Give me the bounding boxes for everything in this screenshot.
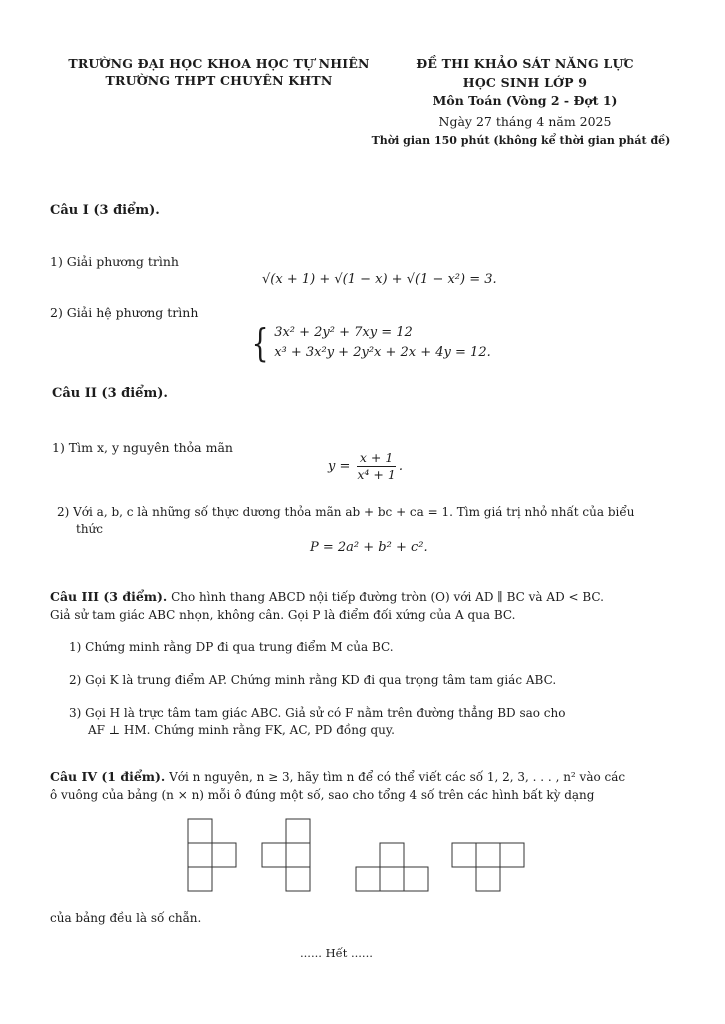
cau2-part2-text: 2) Với a, b, c là những số thực dương thỏa mãn ab + bc + ca = 1. Tìm giá trị nhỏ nhất của biểu [57,505,635,519]
cau1-title: Câu I (3 điểm). [50,203,160,218]
t-shape-vertical-left [262,819,310,891]
fraction-numerator: x + 1 [357,451,396,467]
cau1-part2-label: 2) Giải hệ phương trình [50,305,199,320]
cau2-part2-equation: P = 2a² + b² + c². [310,540,428,555]
cau2-part1-label: 1) Tìm x, y nguyên thỏa mãn [52,440,233,455]
cau2-part1-equation [328,451,403,482]
cau1-system [248,323,491,363]
cau3-title: Câu III (3 điểm). [50,589,168,604]
cau3-intro-text: Cho hình thang ABCD nội tiếp đường tròn (O) với AD ∥ BC và AD < BC. [171,590,604,604]
cau4-line3: của bảng đều là số chẵn. [50,911,202,925]
fraction-denominator: x⁴ + 1 [357,467,396,482]
exam-date: Ngày 27 tháng 4 năm 2025 [438,114,612,129]
equation-end: . [398,459,403,474]
exam-time: Thời gian 150 phút (không kể thời gian phát đề) [371,134,671,147]
brace-symbol: { [251,321,269,365]
cau4-text: Với n nguyên, n ≥ 3, hãy tìm n để có thể viết các số 1, 2, 3, . . . , n² vào các [169,770,626,784]
fraction [354,451,398,482]
exam-grade: HỌC SINH LỚP 9 [462,75,588,90]
exam-subject: Môn Toán (Vòng 2 - Đợt 1) [432,93,618,108]
cau4-title: Câu IV (1 điểm). [50,769,166,784]
t-shape-up [356,843,428,891]
cau3-intro-line2: Giả sử tam giác ABC nhọn, không cân. Gọi P là điểm đối xứng của A qua BC. [50,608,516,622]
exam-title: ĐỀ THI KHẢO SÁT NĂNG LỰC [416,56,634,71]
cau2-part2-text-cont: thức [76,522,103,536]
cau3-question3-cont: AF ⊥ HM. Chứng minh rằng FK, AC, PD đồng quy. [88,723,395,737]
cau2-title: Câu II (3 điểm). [52,386,168,401]
cau3-question3: 3) Gọi H là trực tâm tam giác ABC. Giả sử có F nằm trên đường thẳng BD sao cho [69,706,566,720]
cau3-intro-line1 [50,589,604,604]
end-marker: ...... Hết ...... [300,946,373,960]
cau1-part1-equation: √(x + 1) + √(1 − x) + √(1 − x²) = 3. [262,272,497,287]
system-equation-1: 3x² + 2y² + 7xy = 12 [274,325,413,340]
cau3-question2: 2) Gọi K là trung điểm AP. Chứng minh rằng KD đi qua trọng tâm tam giác ABC. [69,673,557,687]
tetromino-shapes [180,815,560,897]
school-name-1: TRƯỜNG ĐẠI HỌC KHOA HỌC TỰ NHIÊN [68,56,370,71]
cau4-line2: ô vuông của bảng (n × n) mỗi ô đúng một số, sao cho tổng 4 số trên các hình bất kỳ dạng [50,788,595,802]
cau3-question1: 1) Chứng minh rằng DP đi qua trung điểm M của BC. [69,640,394,654]
t-shape-down [452,843,524,891]
cau1-part1-label: 1) Giải phương trình [50,254,179,269]
school-name-2: TRƯỜNG THPT CHUYÊN KHTN [105,73,333,88]
system-equation-2: x³ + 3x²y + 2y²x + 2x + 4y = 12. [274,345,491,360]
cau4-line1 [50,769,625,784]
t-shape-vertical [188,819,236,891]
equation-lhs: y = [328,459,351,474]
